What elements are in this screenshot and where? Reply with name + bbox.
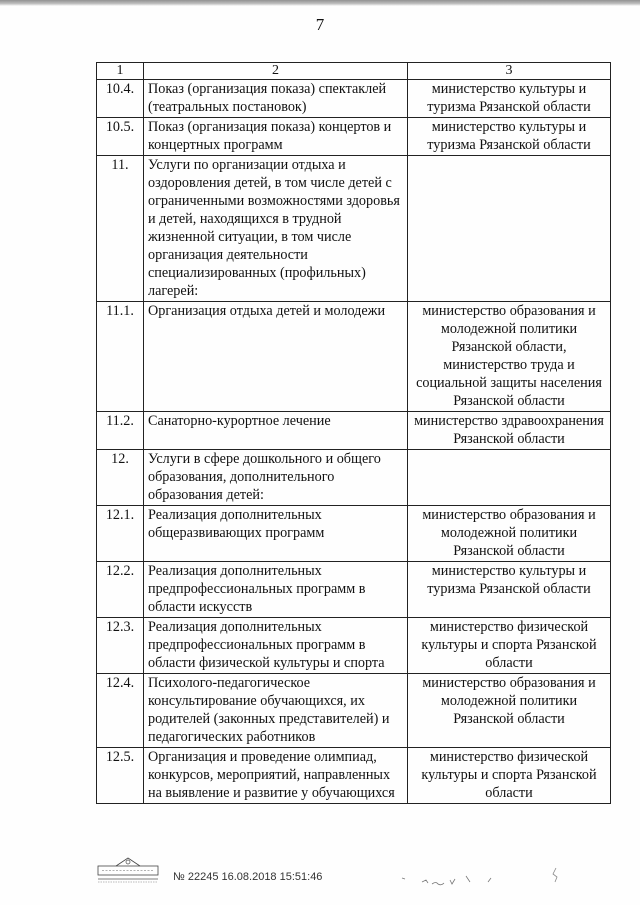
- header-col-1: 1: [97, 63, 144, 80]
- table-row: [97, 412, 611, 450]
- row-number: 12.: [97, 450, 144, 506]
- responsible-ministry: министерство здравоохранения Рязанской области: [408, 412, 611, 450]
- service-name: Реализация дополнительных общеразвивающих программ: [144, 506, 408, 562]
- responsible-ministry: министерство образования и молодежной политики Рязанской области, министерство труда и социальной защиты населения Рязанской области: [408, 302, 611, 412]
- service-name: Психолого-педагогическое консультирование обучающихся, их родителей (законных представителей) и педагогических работников: [144, 674, 408, 748]
- row-number: 10.4.: [97, 80, 144, 118]
- responsible-ministry: [408, 450, 611, 506]
- row-number: 11.2.: [97, 412, 144, 450]
- row-number: 11.: [97, 156, 144, 302]
- row-number: 12.2.: [97, 562, 144, 618]
- responsible-ministry: министерство образования и молодежной политики Рязанской области: [408, 506, 611, 562]
- service-name: Реализация дополнительных предпрофессиональных программ в области физической культуры и спорта: [144, 618, 408, 674]
- scan-top-edge: [0, 0, 640, 6]
- table-row: [97, 450, 611, 506]
- service-name: Услуги в сфере дошкольного и общего образования, дополнительного образования детей:: [144, 450, 408, 506]
- table-row: [97, 674, 611, 748]
- table-row: [97, 118, 611, 156]
- table-row: [97, 80, 611, 118]
- table-row: [97, 562, 611, 618]
- service-name: Санаторно-курортное лечение: [144, 412, 408, 450]
- responsible-ministry: министерство культуры и туризма Рязанской области: [408, 80, 611, 118]
- service-name: Реализация дополнительных предпрофессиональных программ в области искусств: [144, 562, 408, 618]
- table-header-row: [97, 63, 611, 80]
- table-row: [97, 748, 611, 804]
- row-number: 12.1.: [97, 506, 144, 562]
- responsible-ministry: министерство культуры и туризма Рязанской области: [408, 562, 611, 618]
- responsible-ministry: [408, 156, 611, 302]
- table-row: [97, 618, 611, 674]
- registration-stamp-icon: [96, 856, 160, 884]
- service-name: Услуги по организации отдыха и оздоровления детей, в том числе детей с ограниченными возможностями здоровья и детей, находящихся в трудной жизненной ситуации, в том числе организация деятельности специализированных (профильных) лагерей:: [144, 156, 408, 302]
- service-name: Организация отдыха детей и молодежи: [144, 302, 408, 412]
- scan-noise-marks: [370, 862, 570, 902]
- responsible-ministry: министерство физической культуры и спорта Рязанской области: [408, 618, 611, 674]
- document-registration-ref: № 22245 16.08.2018 15:51:46: [173, 871, 323, 883]
- header-col-3: 3: [408, 63, 611, 80]
- responsible-ministry: министерство физической культуры и спорта Рязанской области: [408, 748, 611, 804]
- responsible-ministry: министерство культуры и туризма Рязанской области: [408, 118, 611, 156]
- table-row: [97, 156, 611, 302]
- responsible-ministry: министерство образования и молодежной политики Рязанской области: [408, 674, 611, 748]
- header-col-2: 2: [144, 63, 408, 80]
- service-name: Показ (организация показа) концертов и концертных программ: [144, 118, 408, 156]
- row-number: 11.1.: [97, 302, 144, 412]
- row-number: 12.4.: [97, 674, 144, 748]
- row-number: 12.3.: [97, 618, 144, 674]
- page-number: 7: [315, 15, 325, 34]
- service-name: Организация и проведение олимпиад, конкурсов, мероприятий, направленных на выявление и развитие у обучающихся: [144, 748, 408, 804]
- table-row: [97, 506, 611, 562]
- row-number: 12.5.: [97, 748, 144, 804]
- table-row: [97, 302, 611, 412]
- service-name: Показ (организация показа) спектаклей (театральных постановок): [144, 80, 408, 118]
- row-number: 10.5.: [97, 118, 144, 156]
- services-table: [96, 62, 611, 804]
